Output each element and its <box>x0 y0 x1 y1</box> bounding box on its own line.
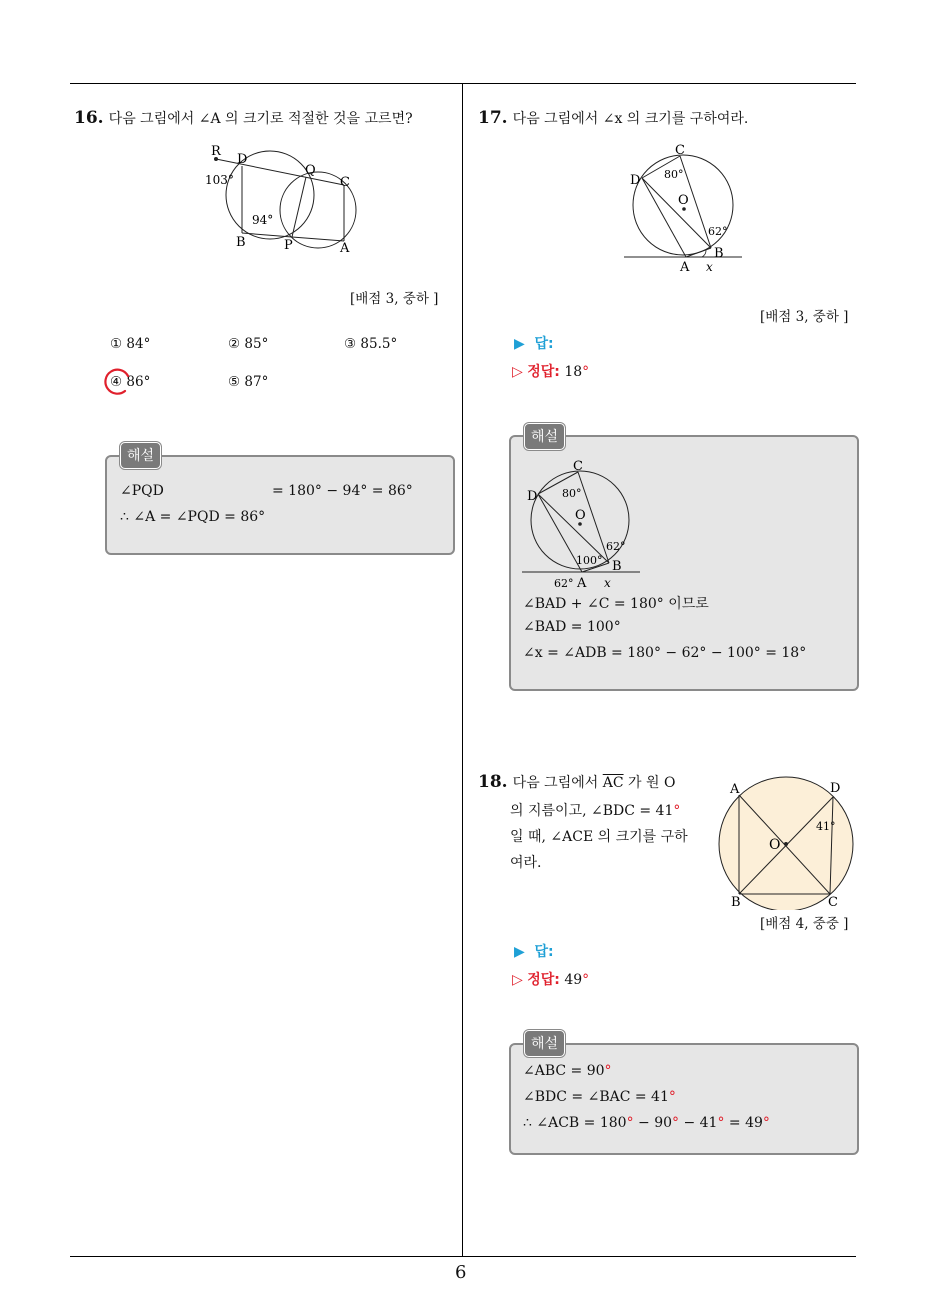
q18-sol-l3-b: − 90 <box>633 1115 673 1131</box>
q18-text-1-ac: $\overline{AC}$ <box>602 775 624 791</box>
q17-sol-angle-62-b: 62° <box>606 540 626 553</box>
q16-figure <box>196 140 376 260</box>
q16-label-p: P <box>284 238 293 253</box>
q18-sol-line2 <box>523 1089 676 1105</box>
q16-number: 16. <box>74 108 104 128</box>
q17-tip-label: 답: <box>534 336 554 352</box>
q16-line-bp <box>242 233 292 237</box>
q16-choice-3[interactable] <box>344 336 397 352</box>
q17-solution-figure <box>520 456 646 590</box>
q16-sol-line1-right: = 180° − 94° = 86° <box>272 483 413 499</box>
q17-sol-label-a: A <box>577 576 587 590</box>
q17-label-o: O <box>678 193 689 208</box>
q16-choice-5-num: ⑤ <box>228 374 241 390</box>
q16-choice-4-value: 86° <box>126 374 151 390</box>
q18-answer <box>512 969 589 989</box>
q17-tip <box>514 333 554 353</box>
q17-answer-arrow-icon: ▷ <box>512 364 523 380</box>
q18-line1 <box>478 772 675 792</box>
q18-answer-arrow-icon: ▷ <box>512 972 523 988</box>
q18-solution-tag: 해설 <box>524 1030 565 1057</box>
q17-sol-label-x: x <box>604 576 611 590</box>
q17-answer <box>512 361 589 381</box>
q17-text: 다음 그림에서 ∠x 의 크기를 구하여라. <box>512 111 749 127</box>
q18-sol-l3-deg2: ° <box>672 1115 680 1131</box>
q17-answer-value: 18 <box>564 364 583 380</box>
q17-sol-line2: ∠BAD = 100° <box>523 619 621 635</box>
q16-angle-94: 94° <box>252 213 274 227</box>
q18-sol-l2-deg: ° <box>668 1089 676 1105</box>
q18-label-c: C <box>828 895 838 910</box>
q17-line-da <box>642 178 686 257</box>
q16-solution-tag: 해설 <box>120 442 161 469</box>
q18-number: 18. <box>478 772 508 792</box>
q16-choice-1[interactable] <box>110 336 150 352</box>
q18-answer-unit: ° <box>582 972 590 988</box>
q17-score: [배점 3, 중하 ] <box>760 309 849 325</box>
q18-text-1-post: 가 원 O <box>623 775 676 791</box>
q18-tip-label: 답: <box>534 944 554 960</box>
q16-choice-2-value: 85° <box>244 336 269 352</box>
q17-sol-angle-80: 80° <box>562 487 582 500</box>
q18-tip-arrow-icon: ▶ <box>514 944 525 960</box>
q16-label-r: R <box>211 144 221 159</box>
q18-line2 <box>510 800 680 820</box>
q17-header <box>478 108 748 128</box>
q16-choice-2-num: ② <box>228 336 241 352</box>
q18-label-d: D <box>830 781 841 796</box>
q17-label-b: B <box>714 246 724 261</box>
q17-sol-angle-100: 100° <box>576 554 603 567</box>
q17-sol-line1: ∠BAD + ∠C = 180° 이므로 <box>523 596 709 612</box>
q17-sol-label-c: C <box>573 459 583 474</box>
q18-center-point <box>784 842 788 846</box>
q16-angle-103: 103° <box>205 173 234 187</box>
q17-label-a: A <box>680 260 690 275</box>
q16-sol-line1-left: ∠PQD <box>120 483 164 499</box>
q18-line3: 일 때, ∠ACE 의 크기를 구하 <box>510 829 688 845</box>
q17-sol-line3: ∠x = ∠ADB = 180° − 62° − 100° = 18° <box>523 645 807 661</box>
q17-sol-label-o: O <box>575 508 586 523</box>
q18-sol-l3-deg1: ° <box>626 1115 634 1131</box>
page-number: 6 <box>455 1262 467 1283</box>
q16-score: [배점 3, 중하 ] <box>350 291 439 307</box>
q16-choice-1-value: 84° <box>126 336 151 352</box>
q16-selected-mark-icon <box>102 366 132 396</box>
q16-choice-2[interactable] <box>228 336 268 352</box>
q17-answer-label: 정답: <box>527 364 560 380</box>
q18-sol-l3-d: = 49 <box>724 1115 763 1131</box>
q17-sol-angle-62-t: 62° <box>554 577 574 590</box>
q17-label-c: C <box>675 143 685 158</box>
q17-line-ab <box>686 248 711 257</box>
q18-label-b: B <box>731 895 741 910</box>
q16-sol-line2: ∴ ∠A = ∠PQD = 86° <box>120 509 266 525</box>
q17-sol-label-d: D <box>527 489 538 504</box>
q18-tip <box>514 941 554 961</box>
q18-sol-l3-deg3: ° <box>717 1115 725 1131</box>
q16-text: 다음 그림에서 ∠A 의 크기로 적절한 것을 고르면? <box>108 111 413 127</box>
q16-choice-5-value: 87° <box>244 374 269 390</box>
q17-figure <box>620 140 750 278</box>
q17-line-db <box>642 178 711 248</box>
bottom-rule <box>70 1256 856 1257</box>
q18-label-o: O <box>769 837 781 853</box>
q18-score: [배점 4, 중중 ] <box>760 916 849 932</box>
q18-text-1-pre: 다음 그림에서 <box>512 775 603 791</box>
q16-choice-3-value: 85.5° <box>360 336 398 352</box>
q18-angle-41: 41° <box>816 820 836 833</box>
q18-sol-l3-a: ∴ ∠ACB = 180 <box>523 1115 627 1131</box>
q18-sol-l3-deg4: ° <box>762 1115 770 1131</box>
q18-answer-value: 49 <box>564 972 583 988</box>
q16-choice-5[interactable] <box>228 374 268 390</box>
q18-sol-l1-deg: ° <box>604 1063 612 1079</box>
q16-solution-box <box>105 455 455 555</box>
q17-angle-80: 80° <box>664 168 684 181</box>
q17-number: 17. <box>478 108 508 128</box>
q16-choice-1-num: ① <box>110 336 123 352</box>
q17-angle-62: 62° <box>708 225 728 238</box>
q16-label-d: D <box>237 152 248 167</box>
q16-label-c: C <box>340 175 350 190</box>
q16-line-rq <box>216 159 344 185</box>
q18-line4: 여라. <box>510 855 542 871</box>
q16-header <box>74 108 413 128</box>
q16-line-pa <box>292 237 344 241</box>
q17-label-d: D <box>630 173 641 188</box>
q16-label-b: B <box>236 235 246 250</box>
q16-choice-4-num: ④ <box>110 374 123 390</box>
q17-sol-line-db <box>538 494 609 563</box>
q18-answer-label: 정답: <box>527 972 560 988</box>
q18-sol-line1 <box>523 1063 612 1079</box>
q18-text-2-deg: ° <box>673 803 681 819</box>
q18-sol-line3 <box>523 1115 770 1131</box>
q16-label-a: A <box>340 241 350 256</box>
q16-choice-3-num: ③ <box>344 336 357 352</box>
q17-answer-unit: ° <box>582 364 590 380</box>
q16-label-q: Q <box>305 163 316 178</box>
top-rule <box>70 83 856 84</box>
q18-sol-l3-c: − 41 <box>679 1115 718 1131</box>
q18-sol-l1-text: ∠ABC = 90 <box>523 1063 605 1079</box>
q17-sol-label-b: B <box>612 559 622 574</box>
q18-text-2: 의 지름이고, ∠BDC = 41 <box>510 803 674 819</box>
column-divider <box>462 83 463 1257</box>
q18-label-a: A <box>730 782 740 797</box>
q18-sol-l2-text: ∠BDC = ∠BAC = 41 <box>523 1089 669 1105</box>
q18-figure <box>718 774 858 910</box>
q17-tip-arrow-icon: ▶ <box>514 336 525 352</box>
q17-label-x: x <box>706 260 713 274</box>
q17-solution-tag: 해설 <box>524 423 565 450</box>
